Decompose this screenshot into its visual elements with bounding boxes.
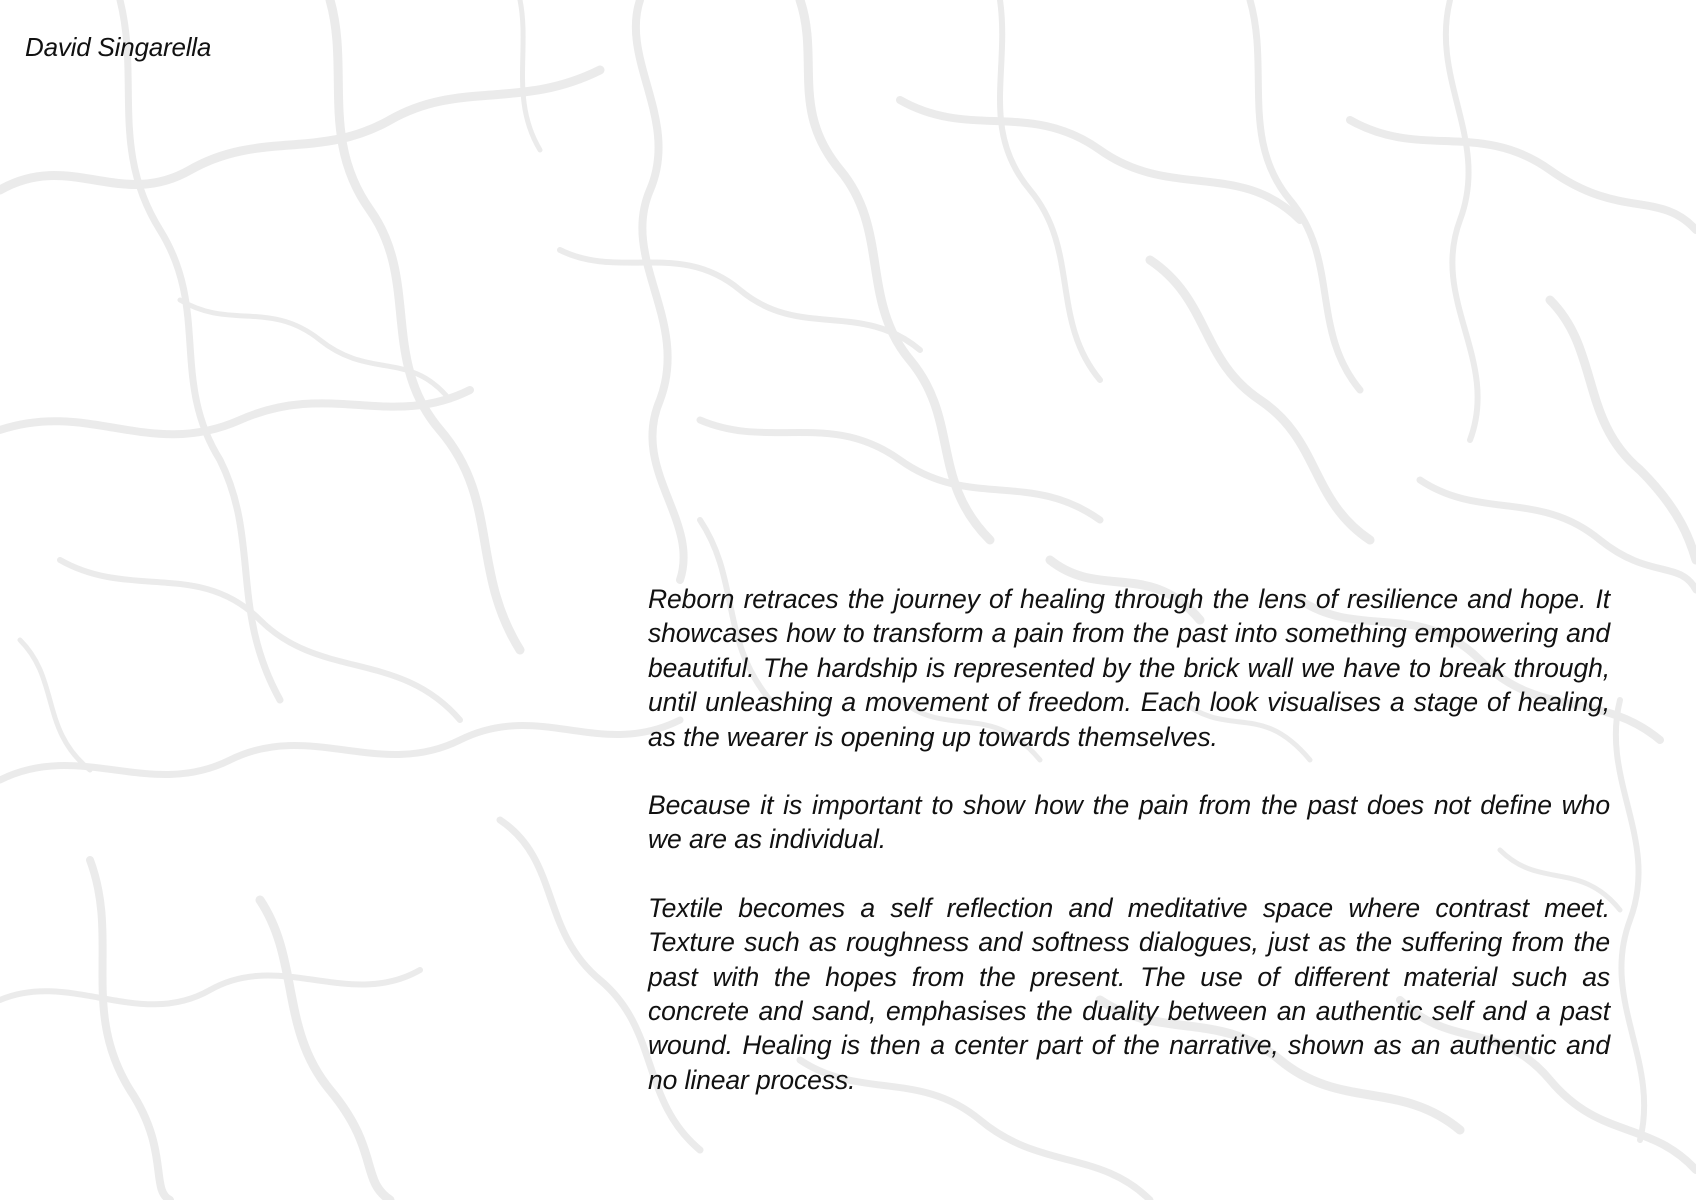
statement-paragraph-3: Textile becomes a self reflection and meditative space where contrast meet. Texture such as roughness and softness dialogues, just as the suffering from the past with the hopes from the present. The use of different material such as concrete and sand, emphasises the duality between an authentic self and a past wound. Healing is then a center part of the narrative, shown as an authentic and no linear process. [648,892,1610,1095]
statement-paragraph-1: Reborn retraces the journey of healing through the lens of resilience and hope. It showcases how to transform a pain from the past into something empowering and beautiful. The hardship is represented by the brick wall we have to break through, until unleashing a movement of freedom. Each look visualises a stage of healing, as the wearer is opening up towards themselves. [648,584,1610,752]
author-name: David Singarella [25,32,212,62]
statement-paragraph-2: Because it is important to show how the pain from the past does not define who we are as individual. [648,790,1610,855]
artist-statement [648,582,1610,1097]
